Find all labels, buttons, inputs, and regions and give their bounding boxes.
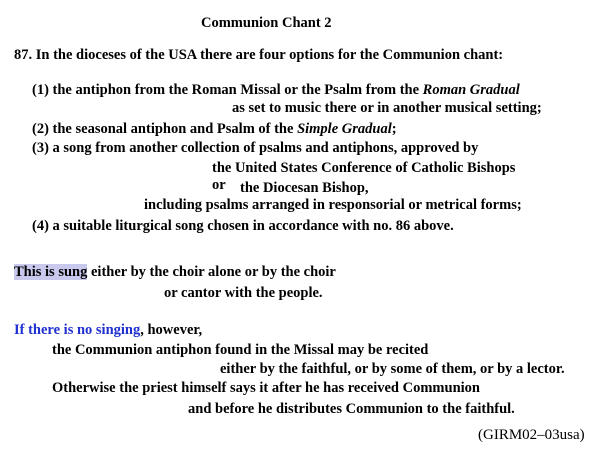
option-2-text: (2) the seasonal antiphon and Psalm of the <box>32 121 298 137</box>
option-4-line: (4) a suitable liturgical song chosen in accordance with no. 86 above. <box>32 218 454 234</box>
option-2-line <box>32 121 397 138</box>
option-1-line-1 <box>32 82 520 99</box>
option-3-line-2: the United States Conference of Catholic Bishops <box>212 160 516 176</box>
option-3-or: or <box>212 177 226 193</box>
option-3-line-4: including psalms arranged in responsorial or metrical forms; <box>144 197 522 213</box>
no-singing-lead: If there is no singing <box>14 322 141 338</box>
option-2-end: ; <box>391 121 397 137</box>
option-3-line-3: the Diocesan Bishop, <box>240 180 369 196</box>
no-singing-line-1 <box>14 322 202 339</box>
no-singing-line-4: Otherwise the priest himself says it after he has received Communion <box>52 380 480 396</box>
no-singing-line-3: either by the faithful, or by some of them, or by a lector. <box>220 361 565 377</box>
reference-citation: (GIRM02–03usa) <box>478 427 585 443</box>
no-singing-line-2: the Communion antiphon found in the Missal may be recited <box>52 342 429 358</box>
sung-rest: either by the choir alone or by the choir <box>87 264 336 280</box>
no-singing-line-5: and before he distributes Communion to the faithful. <box>188 401 515 417</box>
option-1-text: (1) the antiphon from the Roman Missal or the Psalm from the <box>32 82 423 98</box>
roman-gradual-title: Roman Gradual <box>422 82 520 98</box>
intro-paragraph: 87. In the dioceses of the USA there are four options for the Communion chant: <box>14 47 504 63</box>
no-singing-lead-rest: , however, <box>140 322 203 338</box>
option-3-line-1: (3) a song from another collection of psalms and antiphons, approved by <box>32 140 479 156</box>
page-title: Communion Chant 2 <box>201 15 332 31</box>
simple-gradual-title: Simple Gradual <box>297 121 392 137</box>
sung-line-1 <box>14 264 336 281</box>
option-1-line-2: as set to music there or in another musical setting; <box>232 100 542 116</box>
sung-highlight: This is sung <box>14 264 88 280</box>
sung-line-2: or cantor with the people. <box>164 285 323 301</box>
